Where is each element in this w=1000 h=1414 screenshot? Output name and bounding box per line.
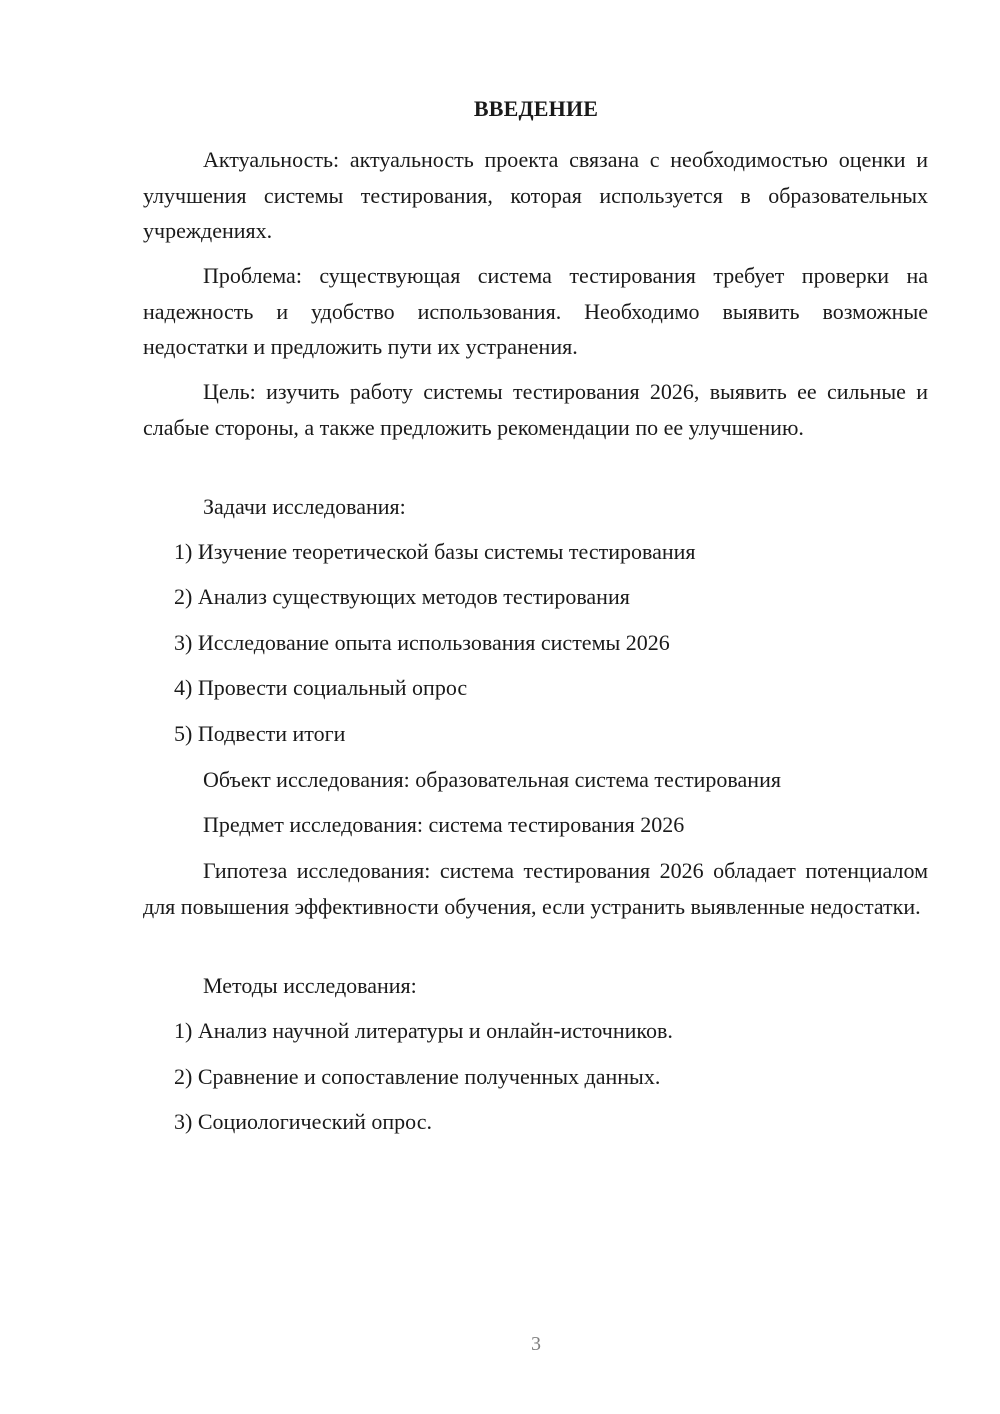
object-line: Объект исследования: образовательная система тестирования <box>203 767 781 792</box>
problem-paragraph: Проблема: существующая система тестирования требует проверки на надежность и удобство использования. Необходимо выявить возможные недостатки и предложить пути их устранения. <box>143 263 928 359</box>
hypothesis-paragraph: Гипотеза исследования: система тестирования 2026 обладает потенциалом для повышения эффективности обучения, если устранить выявленные недостатки. <box>143 858 928 919</box>
tasks-heading: Задачи исследования: <box>203 494 406 519</box>
method-item: 2) Сравнение и сопоставление полученных данных. <box>174 1064 661 1089</box>
task-item: 4) Провести социальный опрос <box>174 675 468 700</box>
page-number: 3 <box>531 1333 541 1355</box>
relevance-paragraph: Актуальность: актуальность проекта связана с необходимостью оценки и улучшения системы тестирования, которая используется в образовательных учреждениях. <box>143 147 928 243</box>
task-item: 3) Исследование опыта использования системы 2026 <box>174 630 670 655</box>
goal-paragraph: Цель: изучить работу системы тестирования 2026, выявить ее сильные и слабые стороны, а также предложить рекомендации по ее улучшению. <box>143 379 928 440</box>
methods-heading: Методы исследования: <box>203 973 417 998</box>
task-item: 1) Изучение теоретической базы системы тестирования <box>174 539 696 564</box>
task-item: 2) Анализ существующих методов тестирования <box>174 584 630 609</box>
task-item: 5) Подвести итоги <box>174 721 346 746</box>
subject-line: Предмет исследования: система тестирования 2026 <box>203 812 685 837</box>
method-item: 1) Анализ научной литературы и онлайн-источников. <box>174 1018 673 1043</box>
section-heading: ВВЕДЕНИЕ <box>473 96 599 121</box>
method-item: 3) Социологический опрос. <box>174 1109 432 1134</box>
